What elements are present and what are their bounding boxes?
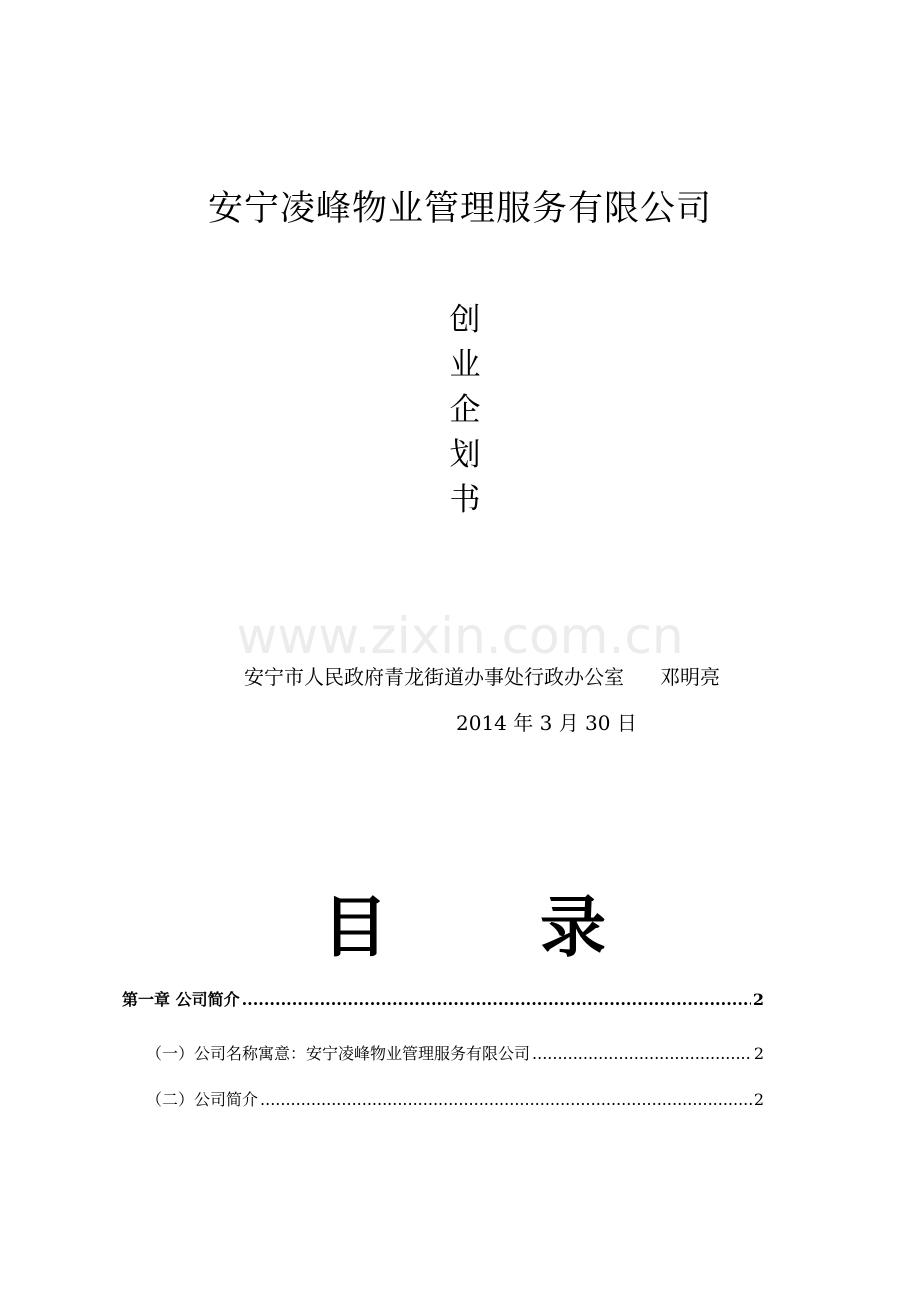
toc-entry-section-2[interactable] — [146, 1088, 764, 1112]
document-title-vertical — [441, 298, 489, 523]
toc-entry-label: 第一章 公司简介 — [122, 990, 240, 1009]
author-name: 邓明亮 — [660, 665, 720, 689]
document-date: 2014 年 3 月 30 日 — [456, 711, 637, 735]
document-title-char: 创 — [449, 302, 481, 338]
toc-entry-label: （一）公司名称寓意：安宁凌峰物业管理服务有限公司 — [146, 1044, 531, 1063]
author-organization: 安宁市人民政府青龙街道办事处行政办公室 — [244, 665, 624, 689]
document-title-char: 划 — [449, 437, 481, 473]
toc-leader-dots — [242, 988, 751, 1012]
toc-entry-page: 2 — [752, 990, 764, 1009]
document-title-char: 书 — [449, 482, 481, 518]
toc-entry-page: 2 — [753, 1044, 764, 1063]
toc-entry-label: （二）公司简介 — [146, 1090, 259, 1109]
toc-entry-page: 2 — [753, 1090, 764, 1109]
toc-title — [0, 882, 920, 972]
toc-entry-section-1[interactable] — [146, 1042, 764, 1066]
company-title: 安宁凌峰物业管理服务有限公司 — [207, 189, 712, 229]
toc-leader-dots — [260, 1088, 752, 1112]
watermark: www.zixin.com.cn — [236, 607, 684, 665]
document-title-char: 企 — [449, 392, 481, 428]
author-line — [244, 662, 804, 692]
toc-title-char: 目 — [322, 888, 388, 966]
document-title-char: 业 — [449, 347, 481, 383]
toc-leader-dots — [532, 1042, 752, 1066]
toc-entry-chapter-1[interactable] — [122, 988, 764, 1012]
toc-title-char: 录 — [540, 888, 606, 966]
